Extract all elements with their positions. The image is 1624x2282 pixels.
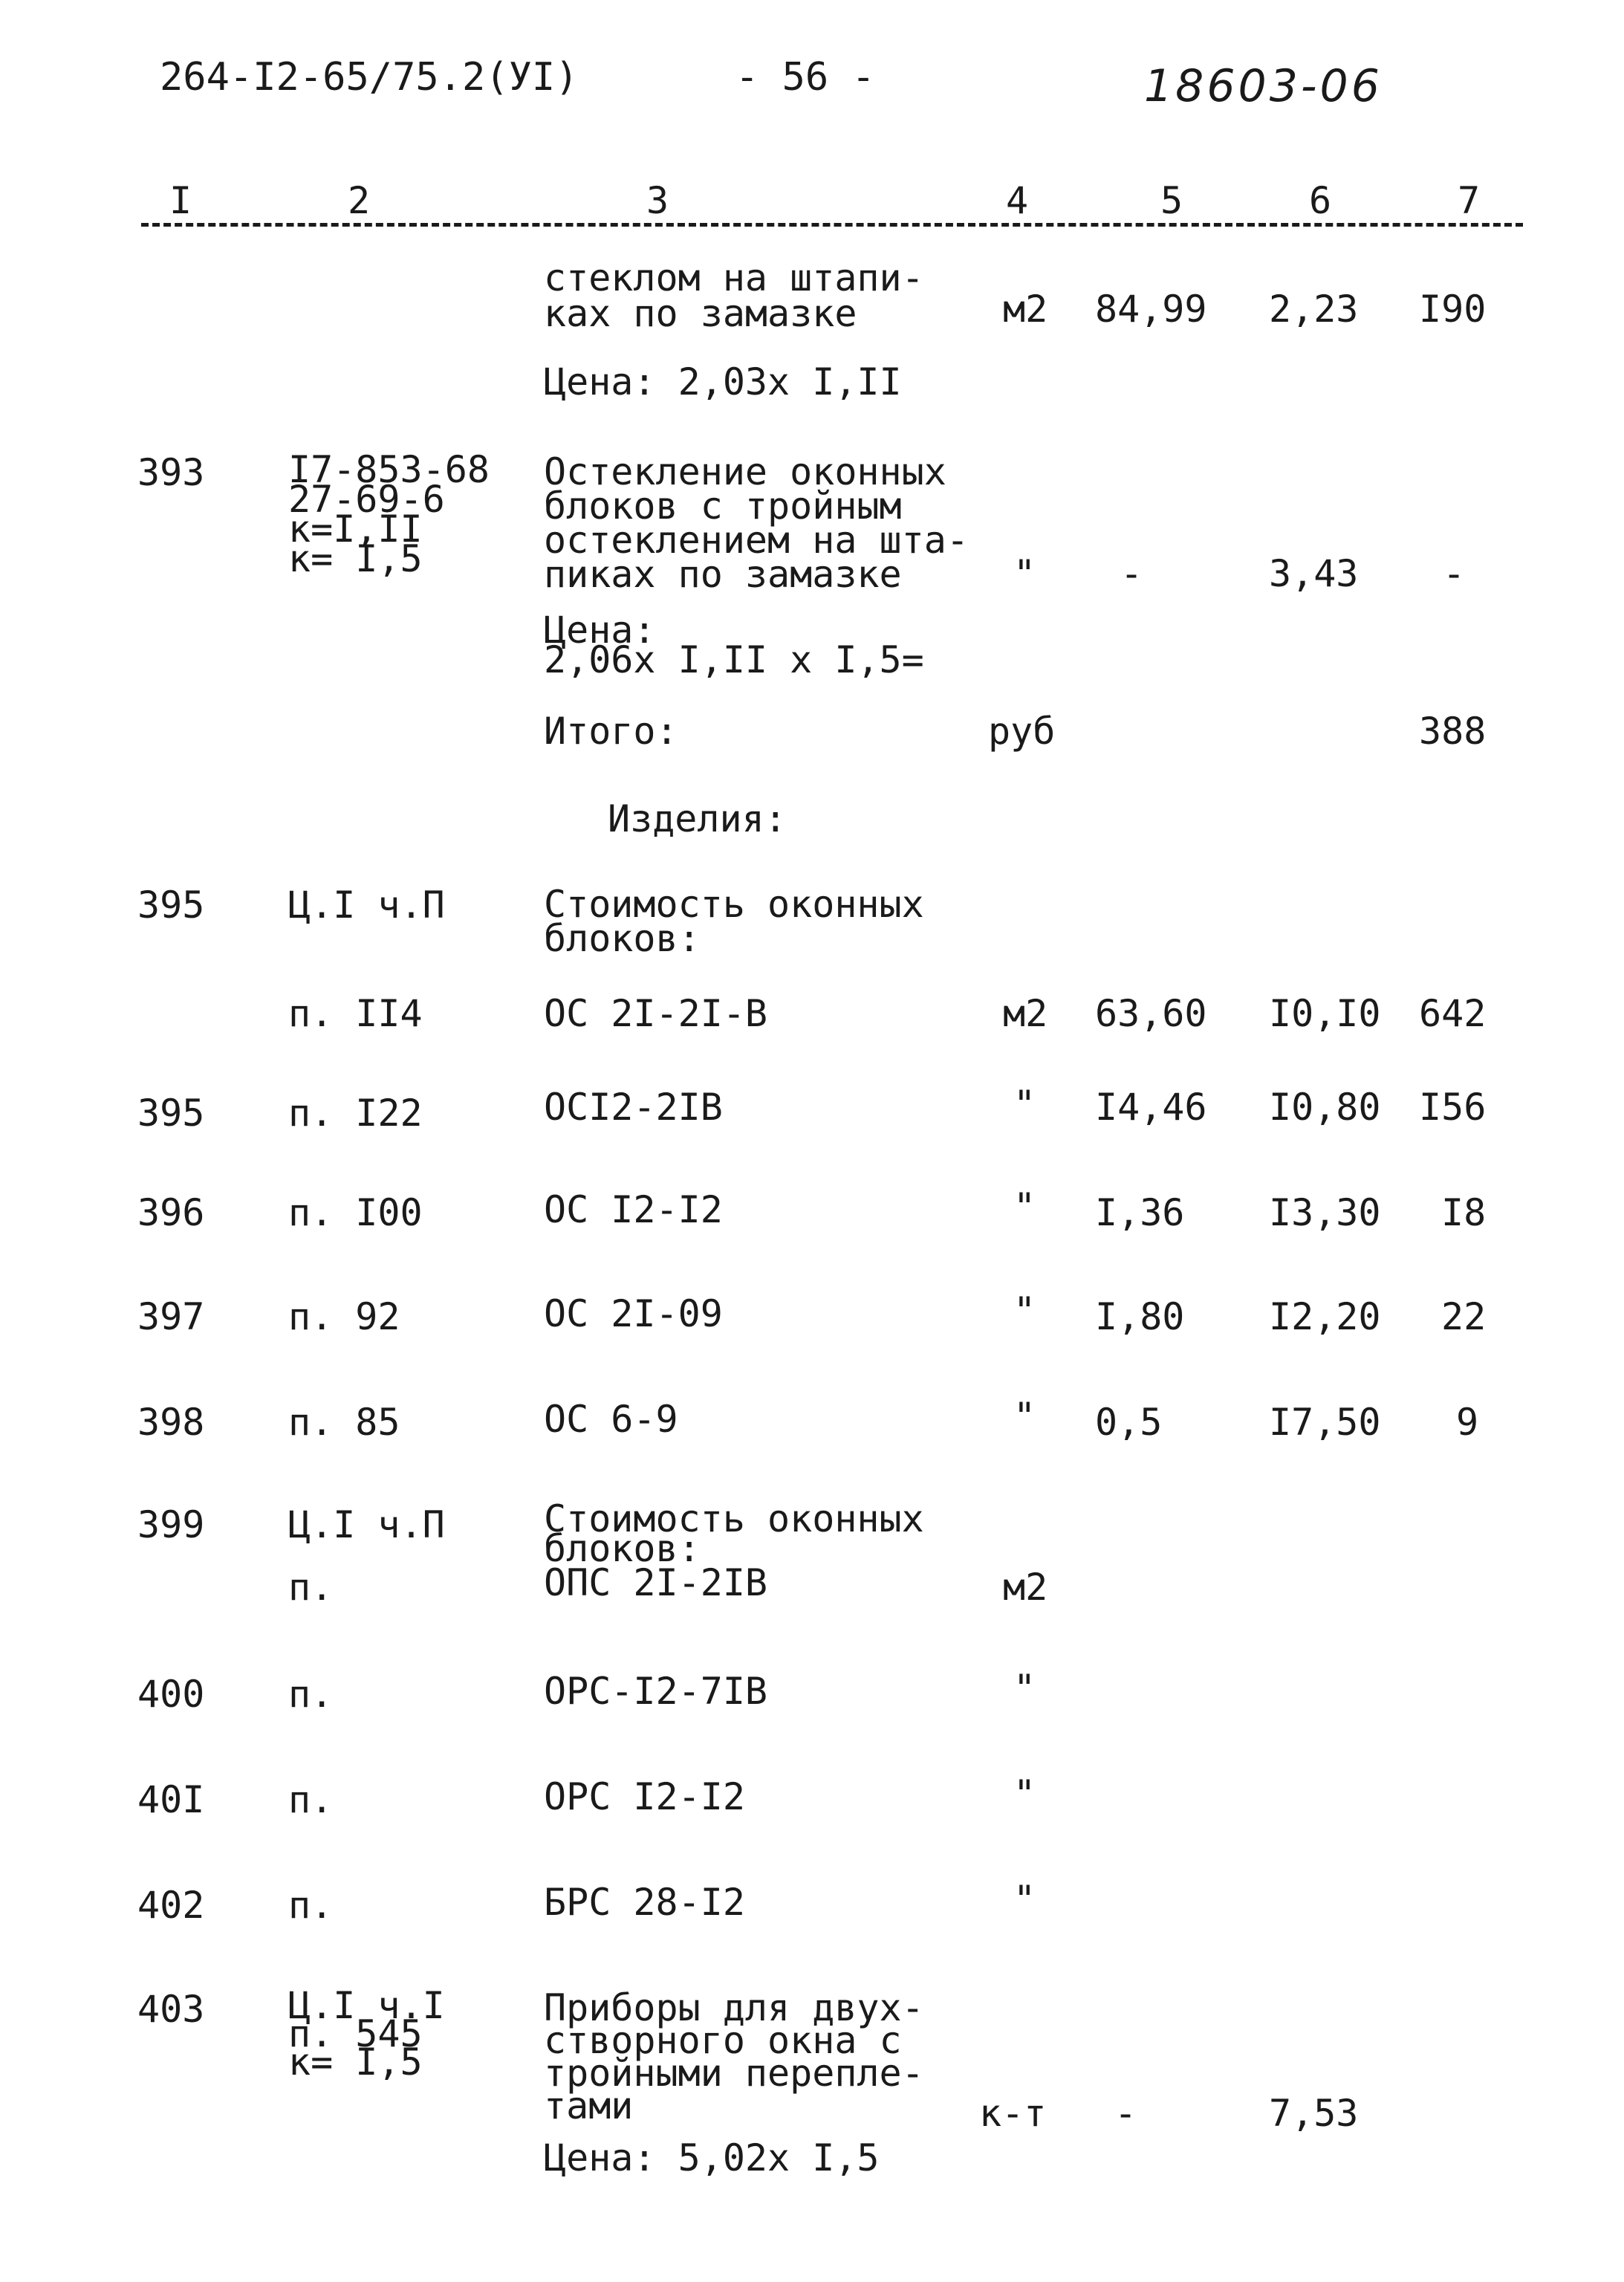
column-number-6: 6 bbox=[1309, 179, 1332, 222]
row-code: п. bbox=[288, 1778, 334, 1821]
row-description: Цена: 5,02х I,5 bbox=[544, 2136, 880, 2179]
row-total: I8 bbox=[1441, 1191, 1487, 1234]
row-number: 399 bbox=[137, 1503, 205, 1546]
row-unit: " bbox=[1013, 1083, 1036, 1126]
row-number: 393 bbox=[137, 451, 205, 494]
row-number: 396 bbox=[137, 1191, 205, 1234]
row-unit: м2 bbox=[1003, 288, 1048, 331]
row-number: 397 bbox=[137, 1295, 205, 1338]
column-number-7: 7 bbox=[1458, 179, 1481, 222]
row-code: п. bbox=[288, 1566, 334, 1609]
row-unit: м2 bbox=[1003, 1566, 1048, 1609]
row-unit: " bbox=[1013, 552, 1036, 595]
row-price: 7,53 bbox=[1269, 2092, 1359, 2135]
row-code: п. bbox=[288, 1884, 334, 1927]
row-price: 2,23 bbox=[1269, 288, 1359, 331]
row-price: I0,I0 bbox=[1269, 992, 1381, 1035]
row-description: ОС 2I-2I-В bbox=[544, 992, 768, 1035]
row-description: Стоимость оконных блоков: bbox=[544, 1497, 924, 1570]
row-code: п. bbox=[288, 1673, 334, 1716]
row-price: 3,43 bbox=[1269, 552, 1359, 595]
column-number-2: 2 bbox=[348, 179, 371, 222]
row-number: 395 bbox=[137, 884, 205, 927]
row-unit: к-т bbox=[979, 2092, 1047, 2135]
row-quantity: I,80 bbox=[1095, 1295, 1185, 1338]
row-code: Ц.I ч.I п. 545 к= I,5 bbox=[288, 1984, 445, 2084]
row-number: 395 bbox=[137, 1092, 205, 1135]
page-number: - 56 - bbox=[735, 55, 875, 100]
row-unit: " bbox=[1013, 1185, 1036, 1228]
row-unit: " bbox=[1013, 1667, 1036, 1710]
row-code: п. II4 bbox=[288, 992, 423, 1035]
row-description: ОС I2-I2 bbox=[544, 1188, 723, 1231]
row-quantity: - bbox=[1120, 552, 1143, 595]
column-number-1: I bbox=[169, 179, 192, 222]
row-code: п. I22 bbox=[288, 1092, 423, 1135]
row-number: 40I bbox=[137, 1778, 205, 1821]
row-description: ОРС-I2-7IВ bbox=[544, 1670, 768, 1713]
archive-stamp: 18603-06 bbox=[1144, 60, 1383, 112]
row-unit: " bbox=[1013, 1878, 1036, 1921]
row-description: Стоимость оконных блоков: bbox=[544, 883, 924, 960]
row-price: I2,20 bbox=[1269, 1295, 1381, 1338]
row-unit: " bbox=[1013, 1289, 1036, 1332]
row-total: - bbox=[1443, 552, 1466, 595]
row-quantity: 84,99 bbox=[1095, 288, 1207, 331]
row-unit: " bbox=[1013, 1395, 1036, 1438]
row-unit: " bbox=[1013, 1772, 1036, 1815]
row-total: 22 bbox=[1441, 1295, 1487, 1338]
row-description: ОСI2-2IВ bbox=[544, 1086, 723, 1129]
row-quantity: I4,46 bbox=[1095, 1086, 1207, 1129]
document-code: 264-I2-65/75.2(УI) bbox=[160, 55, 579, 100]
row-description: ОРС I2-I2 bbox=[544, 1775, 745, 1818]
row-code: I7-853-68 27-69-6 к=I,II к= I,5 bbox=[288, 448, 490, 580]
section-heading: Изделия: bbox=[608, 797, 787, 840]
header-separator bbox=[141, 223, 1523, 227]
row-total: 9 bbox=[1456, 1401, 1479, 1444]
row-description: Остекление оконных блоков с тройным остеклением на шта- пиках по замазке bbox=[544, 450, 969, 596]
row-unit: руб bbox=[988, 710, 1056, 753]
row-description: ОС 2I-09 bbox=[544, 1292, 723, 1335]
row-code: п. 85 bbox=[288, 1401, 400, 1444]
column-number-4: 4 bbox=[1006, 179, 1029, 222]
row-description: ОС 6-9 bbox=[544, 1398, 678, 1441]
row-description: стеклом на штапи- ках по замазке bbox=[544, 256, 924, 335]
row-code: п. 92 bbox=[288, 1295, 400, 1338]
row-number: 403 bbox=[137, 1988, 205, 2031]
row-description: Итого: bbox=[544, 710, 678, 753]
row-description: ОПС 2I-2IВ bbox=[544, 1561, 768, 1604]
row-code: п. I00 bbox=[288, 1191, 423, 1234]
row-price: I7,50 bbox=[1269, 1401, 1381, 1444]
row-number: 398 bbox=[137, 1401, 205, 1444]
row-code: Ц.I ч.П bbox=[288, 1503, 445, 1546]
row-price: I3,30 bbox=[1269, 1191, 1381, 1234]
row-total: I56 bbox=[1419, 1086, 1487, 1129]
row-quantity: I,36 bbox=[1095, 1191, 1185, 1234]
column-number-5: 5 bbox=[1160, 179, 1183, 222]
row-total: 388 bbox=[1419, 710, 1487, 753]
row-quantity: 63,60 bbox=[1095, 992, 1207, 1035]
row-quantity: 0,5 bbox=[1095, 1401, 1163, 1444]
row-description: Цена: 2,03х I,II bbox=[544, 360, 902, 403]
row-price: I0,80 bbox=[1269, 1086, 1381, 1129]
row-total: 642 bbox=[1419, 992, 1487, 1035]
row-description: Приборы для двух- створного окна с тройными перепле- тами bbox=[544, 1986, 924, 2127]
row-description: БРС 28-I2 bbox=[544, 1881, 745, 1924]
row-total: I90 bbox=[1419, 288, 1487, 331]
row-description: Цена: 2,06х I,II х I,5= bbox=[544, 609, 924, 681]
row-quantity: - bbox=[1114, 2092, 1137, 2135]
row-unit: м2 bbox=[1003, 992, 1048, 1035]
row-code: Ц.I ч.П bbox=[288, 884, 445, 927]
column-number-3: 3 bbox=[646, 179, 669, 222]
row-number: 400 bbox=[137, 1673, 205, 1716]
row-number: 402 bbox=[137, 1884, 205, 1927]
